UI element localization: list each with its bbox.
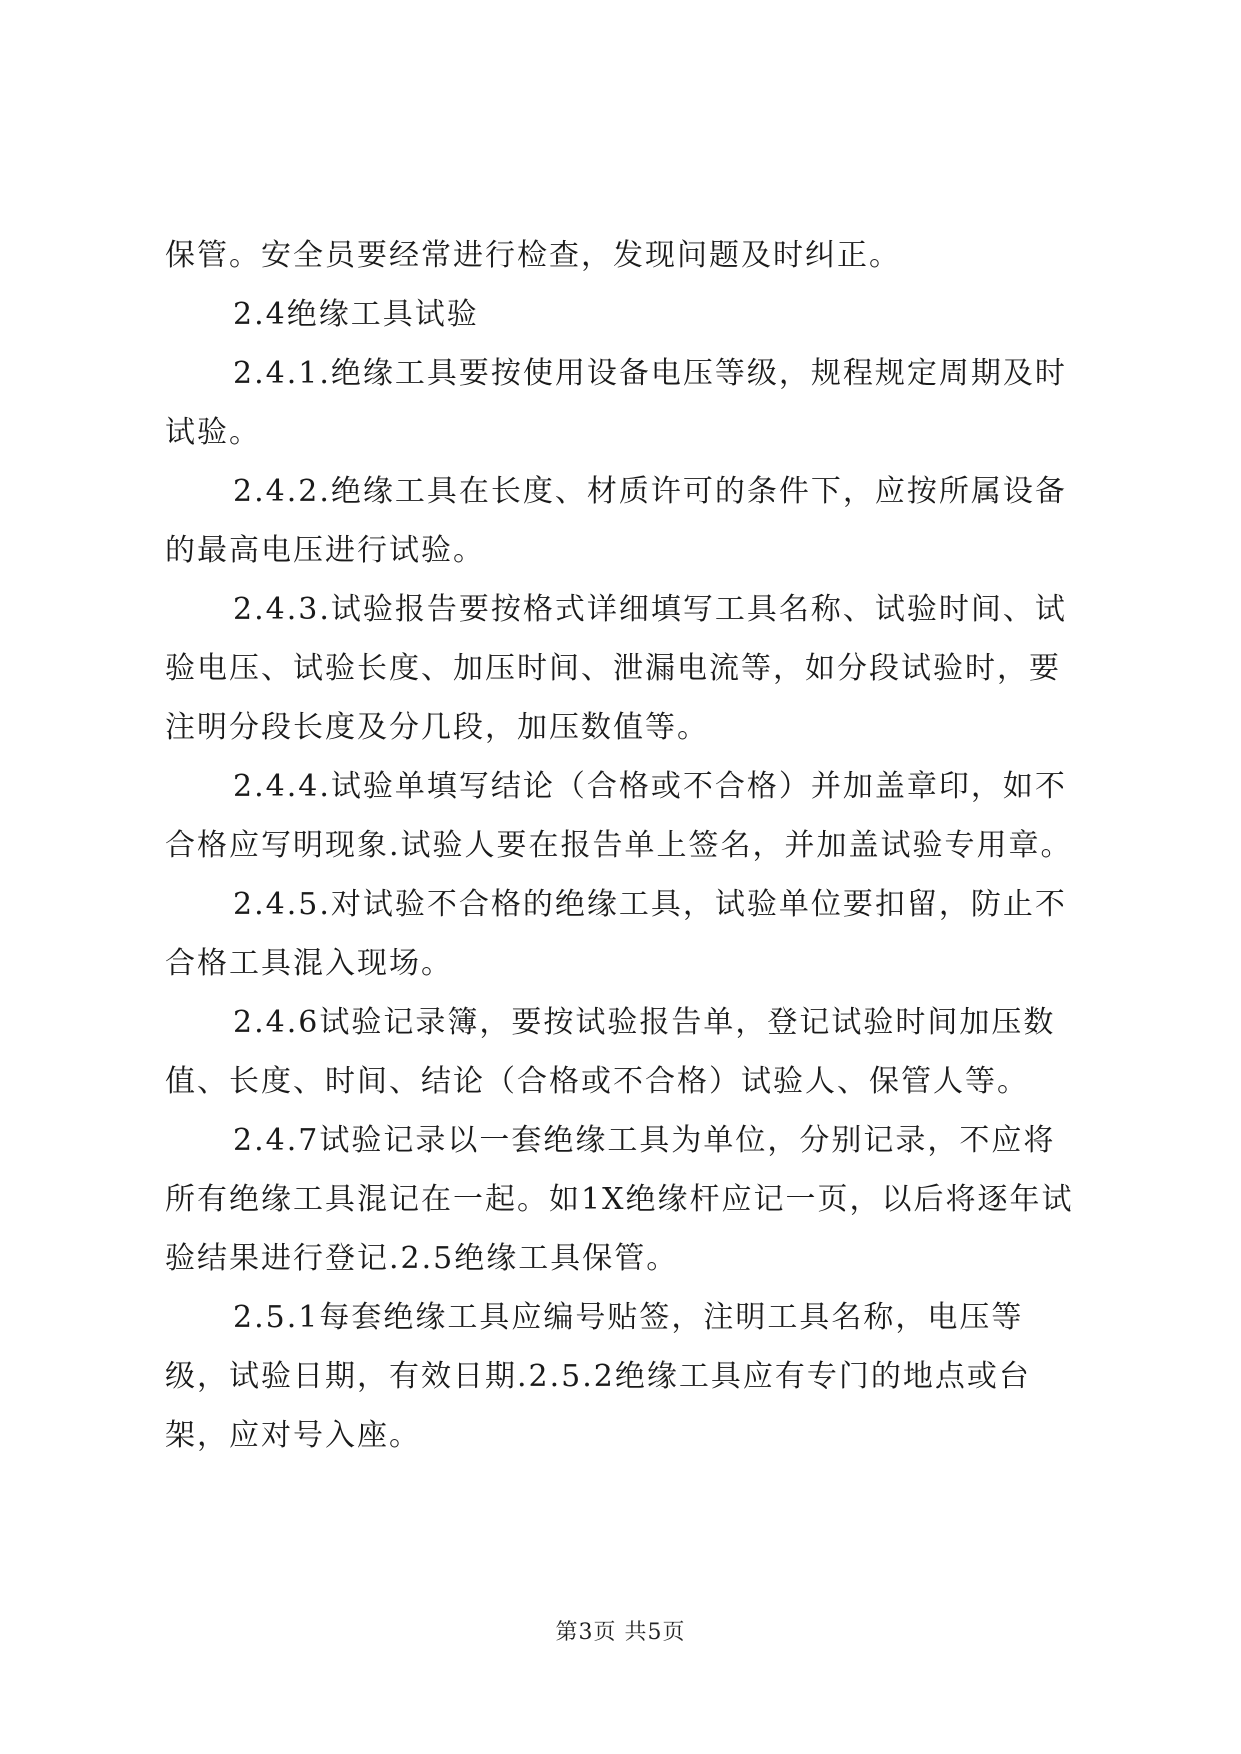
paragraph-continuation: 保管。安全员要经常进行检查，发现问题及时纠正。 xyxy=(165,238,901,273)
paragraph-2-4-7: 2.4.7试验记录以一套绝缘工具为单位，分别记录，不应将所有绝缘工具混记在一起。如1X绝缘杆应记一页，以后将逐年试验结果进行登记.2.5绝缘工具保管。 xyxy=(165,1123,1074,1276)
paragraph-2-4-6: 2.4.6试验记录簿，要按试验报告单，登记试验时间加压数值、长度、时间、结论（合格或不合格）试验人、保管人等。 xyxy=(165,1005,1056,1099)
section-heading-2-4: 2.4绝缘工具试验 xyxy=(233,297,479,332)
document-body xyxy=(165,226,1083,1465)
paragraph-2-4-4: 2.4.4.试验单填写结论（合格或不合格）并加盖章印，如不合格应写明现象.试验人要在报告单上签名，并加盖试验专用章。 xyxy=(165,769,1073,863)
paragraph-2-4-1: 2.4.1.绝缘工具要按使用设备电压等级，规程规定周期及时试验。 xyxy=(165,356,1067,450)
page-number-label: 第3页 共5页 xyxy=(555,1620,686,1645)
paragraph-2-4-3: 2.4.3.试验报告要按格式详细填写工具名称、试验时间、试验电压、试验长度、加压时间、泄漏电流等，如分段试验时，要注明分段长度及分几段，加压数值等。 xyxy=(165,592,1067,745)
paragraph-2-5-1: 2.5.1每套绝缘工具应编号贴签，注明工具名称，电压等级，试验日期，有效日期.2.5.2绝缘工具应有专门的地点或台架，应对号入座。 xyxy=(165,1300,1031,1453)
paragraph-2-4-2: 2.4.2.绝缘工具在长度、材质许可的条件下，应按所属设备的最高电压进行试验。 xyxy=(165,474,1067,568)
page-footer xyxy=(0,1615,1241,1646)
paragraph-2-4-5: 2.4.5.对试验不合格的绝缘工具，试验单位要扣留，防止不合格工具混入现场。 xyxy=(165,887,1067,981)
